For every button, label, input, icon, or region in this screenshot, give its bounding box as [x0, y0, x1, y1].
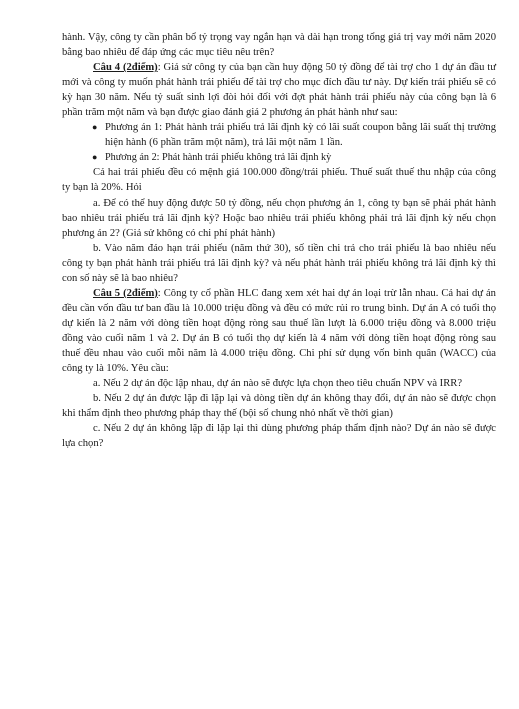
question-4-common-info: Cả hai trái phiếu đều có mệnh giá 100.000 đồng/trái phiếu. Thuế suất thuế thu nhập của công ty bạn là 20%. Hỏi	[62, 167, 496, 194]
question-5-paragraph	[62, 286, 496, 376]
document-page	[62, 30, 496, 451]
bullet-icon: ●	[92, 152, 98, 163]
question-4-part-b: b. Vào năm đáo hạn trái phiếu (năm thứ 30), số tiền chi trả cho trái phiếu là bao nhiêu nếu công ty bạn phát hành trái phiếu trả lãi định kỳ? và nếu phát hành trái phiếu không trả lãi định kỳ thì con số này sẽ là bao nhiêu?	[62, 242, 496, 284]
question-4-label: Câu 4 (2điểm)	[93, 62, 158, 74]
question-5-label: Câu 5 (2điểm)	[93, 287, 158, 299]
question-5-part-b: b. Nếu 2 dự án được lặp đi lặp lại và dòng tiền dự án không thay đổi, dự án nào sẽ được chọn khi thẩm định theo phương pháp thay thế (bội số chung nhỏ nhất về thời gian)	[62, 393, 496, 420]
question-4-option-1-text: Phương án 1: Phát hành trái phiếu trả lãi định kỳ có lãi suất coupon bằng lãi suất thị trường hiện hành (6 phần trăm một năm), trả lãi một năm 1 lần.	[105, 122, 496, 149]
intro-paragraph: hành. Vậy, công ty cần phân bổ tỷ trọng vay ngắn hạn và dài hạn trong tổng giá trị vay mới năm 2020 bằng bao nhiêu để đáp ứng các mục tiêu nêu trên?	[62, 32, 496, 59]
question-4-option-2	[62, 150, 496, 165]
bullet-icon: ●	[92, 122, 98, 133]
question-4-option-1	[62, 120, 496, 150]
question-4-part-a: a. Để có thể huy động được 50 tỷ đồng, nếu chọn phương án 1, công ty bạn sẽ phải phát hành bao nhiêu trái phiếu trả lãi định kỳ? Hoặc bao nhiêu trái phiếu không phải trả lãi định kỳ nếu chọn phương án 2? (Giả sử không có chi phí phát hành)	[62, 197, 496, 239]
question-5-colon: :	[157, 287, 161, 299]
question-4-paragraph	[62, 60, 496, 120]
question-4-option-2-text: Phương án 2: Phát hành trái phiếu không trả lãi định kỳ	[105, 152, 332, 164]
question-4-colon: :	[157, 62, 161, 74]
question-5-part-a: a. Nếu 2 dự án độc lập nhau, dự án nào sẽ được lựa chọn theo tiêu chuẩn NPV và IRR?	[93, 378, 463, 390]
question-4-text: Giả sử công ty của bạn cần huy động 50 tỷ đồng để tài trợ cho 1 dự án đầu tư mới và công ty muốn phát hành trái phiếu để tài trợ cho mục đích đầu tư này. Dự kiến trái phiếu sẽ có kỳ hạn 30 năm. Nếu tỷ suất sinh lợi đòi hỏi đối với đợt phát hành trái phiếu này của công bạn là 6 phần trăm một năm và bạn được giao đánh giá 2 phương án phát hành như sau:	[62, 62, 496, 119]
question-5-text: Công ty cổ phần HLC đang xem xét hai dự án loại trừ lẫn nhau. Cả hai dự án đều cần vốn đầu tư ban đầu là 10.000 triệu đồng và đều có mức rủi ro trung bình. Dự án A có tuổi thọ dự kiến là 2 năm với dòng tiền hoạt động ròng sau thuế lần lượt là 6.000 triệu đồng và 8.000 triệu đồng vào cuối năm 1 và 2. Dự án B có tuổi thọ dự kiến là 4 năm với dòng tiền hoạt động ròng sau thuế đều nhau vào cuối mỗi năm là 4.000 triệu đồng. Chi phí sử dụng vốn bình quân (WACC) của công ty là 10%. Yêu cầu:	[62, 287, 496, 375]
question-5-part-c: c. Nếu 2 dự án không lặp đi lặp lại thì dùng phương pháp thẩm định nào? Dự án nào sẽ được lựa chọn?	[62, 423, 496, 450]
